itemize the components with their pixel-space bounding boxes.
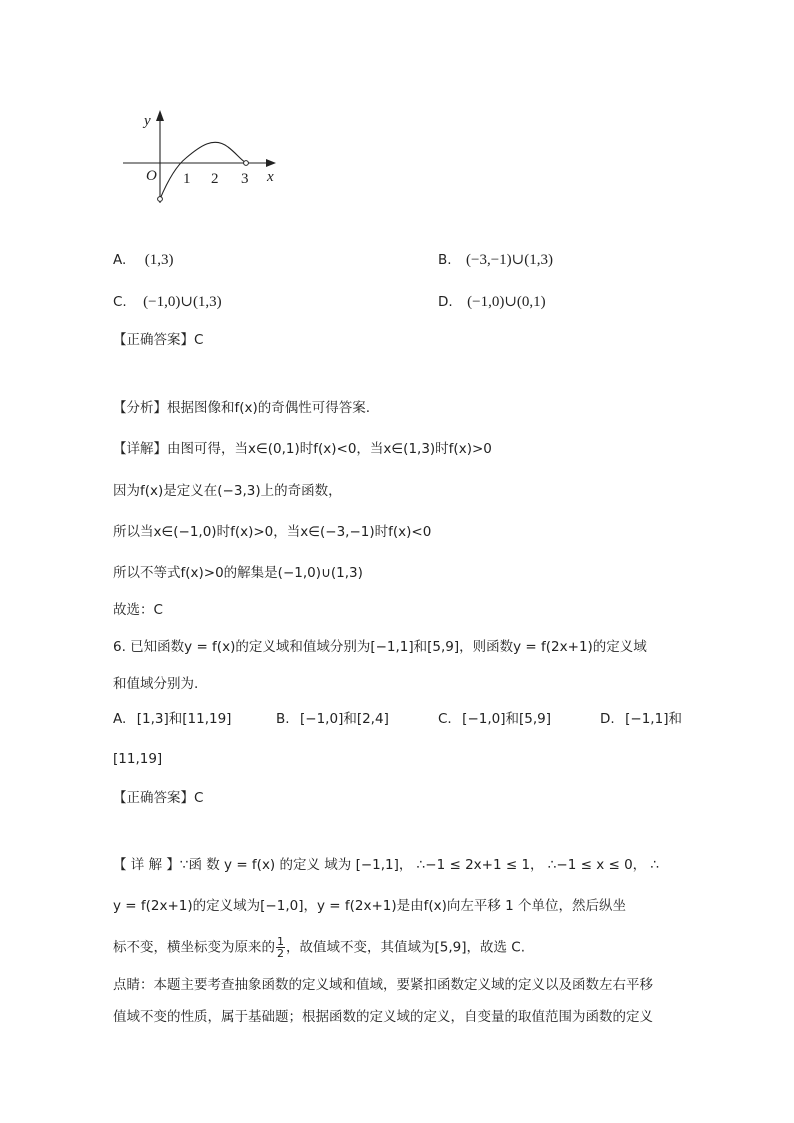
q5-option-d [438,292,546,312]
q6-stem-line2: 和值域分别为. [113,676,199,692]
tick-2: 2 [211,171,219,187]
open-point-right [244,161,249,166]
q5-solution-set: 所以不等式f(x)>0的解集是(−1,0)∪(1,3) [113,565,363,581]
q6-option-d-letter: D. [600,711,615,727]
q5-option-a [113,250,174,270]
y-axis-arrow [156,110,164,121]
origin-label: O [146,168,157,184]
q5-option-b-text: (−3,−1)∪(1,3) [466,252,553,268]
tick-1: 1 [183,171,191,187]
q6-option-c [438,709,551,729]
q6-option-a [113,709,231,729]
q5-option-b-letter: B. [438,252,452,268]
function-curve [160,142,246,199]
q6-option-b-text: [−1,0]和[2,4] [300,711,389,727]
q5-odd-function-line: 因为f(x)是定义在(−3,3)上的奇函数， [113,483,342,499]
q6-detail-line3-end: ，故值域不变，其值域为[5,9]，故选 C. [286,939,526,956]
q6-answer: 【正确答案】C [113,790,204,806]
q6-option-d-continued: [11,19] [113,751,163,767]
fraction-denominator: 2 [277,947,284,960]
q6-detail-line1: 【 详 解 】∵函 数 y = f(x) 的定义 域为 [−1,1]， ∴−1 ≤ 2x+1 ≤ 1， ∴−1 ≤ x ≤ 0， ∴ [113,857,660,873]
q6-note-line1: 点睛：本题主要考查抽象函数的定义域和值域，要紧扣函数定义域的定义以及函数左右平移 [113,977,653,993]
q5-detail: 【详解】由图可得，当x∈(0,1)时f(x)<0，当x∈(1,3)时f(x)>0 [113,441,492,457]
q5-option-c [113,292,222,312]
axis-y-label: y [144,113,151,129]
q5-option-a-text: (1,3) [144,252,174,268]
q5-answer: 【正确答案】C [113,332,204,348]
axis-x-label: x [267,169,274,185]
function-graph [118,108,288,208]
q5-option-c-text: (−1,0)∪(1,3) [143,294,222,310]
q5-option-a-letter: A. [113,252,127,268]
q6-option-d-text: [−1,1]和 [625,711,682,727]
q6-note-line2: 值域不变的性质，属于基础题；根据函数的定义域的定义，自变量的取值范围为函数的定义 [113,1009,653,1025]
q6-option-a-text: [1,3]和[11,19] [136,711,232,727]
q5-sign-line: 所以当x∈(−1,0)时f(x)>0，当x∈(−3,−1)时f(x)<0 [113,524,432,540]
q5-option-b [438,250,553,270]
open-point-left [158,197,163,202]
q6-stem-line1: 6. 已知函数y = f(x)的定义域和值域分别为[−1,1]和[5,9]，则函数y = f(2x+1)的定义域 [113,639,647,655]
fraction-numerator: 1 [277,935,284,948]
q6-option-c-text: [−1,0]和[5,9] [462,711,551,727]
x-axis-arrow [266,159,276,167]
q6-option-c-letter: C. [438,711,452,727]
q5-choose: 故选：C [113,602,163,618]
q6-option-a-letter: A. [113,711,127,727]
fraction-one-half [276,936,285,959]
graph-svg [118,108,288,208]
q5-option-d-letter: D. [438,294,453,310]
q5-analysis: 【分析】根据图像和f(x)的奇偶性可得答案. [113,400,371,416]
tick-3: 3 [241,171,249,187]
q6-detail-line3-start: 标不变，横坐标变为原来的 [113,939,275,956]
q6-detail-line3 [113,936,525,959]
q5-option-c-letter: C. [113,294,127,310]
q6-detail-line2: y = f(2x+1)的定义域为[−1,0]，y = f(2x+1)是由f(x)向左平移 1 个单位，然后纵坐 [113,898,627,914]
q6-option-b-letter: B. [276,711,290,727]
q6-option-d [600,709,682,729]
q5-option-d-text: (−1,0)∪(0,1) [467,294,546,310]
q6-option-b [276,709,389,729]
